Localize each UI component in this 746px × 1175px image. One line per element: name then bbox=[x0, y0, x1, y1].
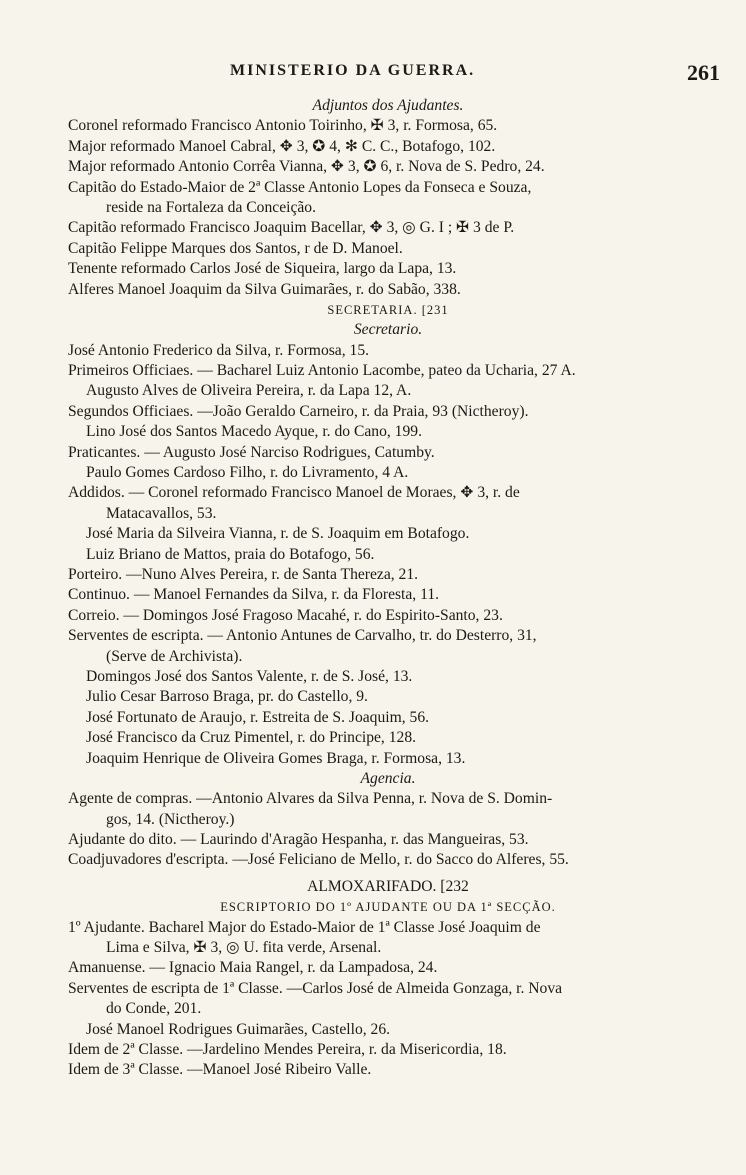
list-item: Lino José dos Santos Macedo Ayque, r. do Cano, 199. bbox=[86, 423, 422, 441]
list-item: Addidos. — Coronel reformado Francisco Manoel de Moraes, ✥ 3, r. de bbox=[68, 484, 520, 502]
list-item: Primeiros Officiaes. — Bacharel Luiz Antonio Lacombe, pateo da Ucharia, 27 A. bbox=[68, 362, 576, 380]
list-item: Lima e Silva, ✠ 3, ◎ U. fita verde, Arsenal. bbox=[106, 939, 382, 957]
list-item: Serventes de escripta de 1ª Classe. —Carlos José de Almeida Gonzaga, r. Nova bbox=[68, 979, 563, 997]
list-item: Segundos Officiaes. —João Geraldo Carneiro, r. da Praia, 93 (Nictheroy). bbox=[68, 402, 529, 420]
list-item: Major reformado Antonio Corrêa Vianna, ✥ 3, ✪ 6, r. Nova de S. Pedro, 24. bbox=[68, 158, 545, 176]
list-item: Tenente reformado Carlos José de Siqueira, largo da Lapa, 13. bbox=[68, 260, 457, 278]
section-heading-almoxarifado: ALMOXARIFADO. [232 bbox=[307, 877, 469, 895]
list-item: gos, 14. (Nictheroy.) bbox=[106, 810, 235, 828]
list-item: reside na Fortaleza da Conceição. bbox=[106, 198, 316, 216]
list-item: Luiz Briano de Mattos, praia do Botafogo, 56. bbox=[86, 545, 375, 563]
list-item: Idem de 3ª Classe. —Manoel José Ribeiro Valle. bbox=[68, 1061, 372, 1079]
section-heading-adjuntos: Adjuntos dos Ajudantes. bbox=[312, 97, 464, 114]
list-item: (Serve de Archivista). bbox=[106, 647, 243, 665]
page-header bbox=[60, 60, 720, 90]
list-item: Capitão reformado Francisco Joaquim Bacellar, ✥ 3, ◎ G. I ; ✠ 3 de P. bbox=[68, 219, 515, 237]
list-item: Correio. — Domingos José Fragoso Macahé, r. do Espirito-Santo, 23. bbox=[68, 606, 503, 624]
list-item: Agente de compras. —Antonio Alvares da Silva Penna, r. Nova de S. Domin- bbox=[68, 790, 553, 808]
list-item: Continuo. — Manoel Fernandes da Silva, r. da Floresta, 11. bbox=[68, 586, 440, 604]
list-item: Capitão do Estado-Maior de 2ª Classe Antonio Lopes da Fonseca e Souza, bbox=[68, 178, 532, 196]
page-body bbox=[68, 96, 708, 1081]
list-item: Joaquim Henrique de Oliveira Gomes Braga, r. Formosa, 13. bbox=[86, 749, 466, 767]
list-item: Alferes Manoel Joaquim da Silva Guimarães, r. do Sabão, 338. bbox=[68, 280, 461, 298]
list-item: José Francisco da Cruz Pimentel, r. do Principe, 128. bbox=[86, 729, 417, 747]
page-number: 261 bbox=[687, 60, 720, 85]
section-heading-agencia: Agencia. bbox=[360, 769, 416, 787]
list-item: Domingos José dos Santos Valente, r. de S. José, 13. bbox=[86, 667, 413, 685]
list-item: Amanuense. — Ignacio Maia Rangel, r. da Lampadosa, 24. bbox=[68, 959, 438, 977]
list-item: Idem de 2ª Classe. —Jardelino Mendes Pereira, r. da Misericordia, 18. bbox=[68, 1040, 507, 1058]
list-item: 1º Ajudante. Bacharel Major do Estado-Maior de 1ª Classe José Joaquim de bbox=[68, 918, 541, 936]
list-item: Paulo Gomes Cardoso Filho, r. do Livramento, 4 A. bbox=[86, 464, 409, 482]
list-item: Porteiro. —Nuno Alves Pereira, r. de Santa Thereza, 21. bbox=[68, 565, 419, 583]
list-item: José Maria da Silveira Vianna, r. de S. Joaquim em Botafogo. bbox=[86, 525, 470, 543]
list-item: Capitão Felippe Marques dos Santos, r de D. Manoel. bbox=[68, 239, 403, 257]
list-item: Augusto Alves de Oliveira Pereira, r. da Lapa 12, A. bbox=[86, 382, 412, 400]
list-item: Major reformado Manoel Cabral, ✥ 3, ✪ 4, ✻ C. C., Botafogo, 102. bbox=[68, 137, 496, 155]
running-head: MINISTERIO DA GUERRA. bbox=[230, 62, 476, 79]
subheading-secretario: Secretario. bbox=[353, 321, 423, 339]
list-item: Serventes de escripta. — Antonio Antunes de Carvalho, tr. do Desterro, 31, bbox=[68, 627, 537, 645]
list-item: Praticantes. — Augusto José Narciso Rodrigues, Catumby. bbox=[68, 443, 435, 461]
list-item: José Antonio Frederico da Silva, r. Formosa, 15. bbox=[68, 341, 370, 359]
subheading-escriptorio: ESCRIPTORIO DO 1º AJUDANTE OU DA 1ª SECÇÃO. bbox=[220, 900, 556, 915]
list-item: do Conde, 201. bbox=[106, 1000, 202, 1018]
list-item: Coadjuvadores d'escripta. —José Feliciano de Mello, r. do Sacco do Alferes, 55. bbox=[68, 851, 569, 869]
section-heading-secretaria: SECRETARIA. [231 bbox=[327, 302, 449, 317]
list-item: Matacavallos, 53. bbox=[106, 504, 217, 522]
list-item: José Manoel Rodrigues Guimarães, Castello, 26. bbox=[86, 1020, 391, 1038]
list-item: José Fortunato de Araujo, r. Estreita de S. Joaquim, 56. bbox=[86, 708, 430, 726]
list-item: Ajudante do dito. — Laurindo d'Aragão Hespanha, r. das Mangueiras, 53. bbox=[68, 831, 529, 849]
list-item: Julio Cesar Barroso Braga, pr. do Castello, 9. bbox=[86, 688, 368, 706]
list-item: Coronel reformado Francisco Antonio Toirinho, ✠ 3, r. Formosa, 65. bbox=[68, 117, 498, 135]
